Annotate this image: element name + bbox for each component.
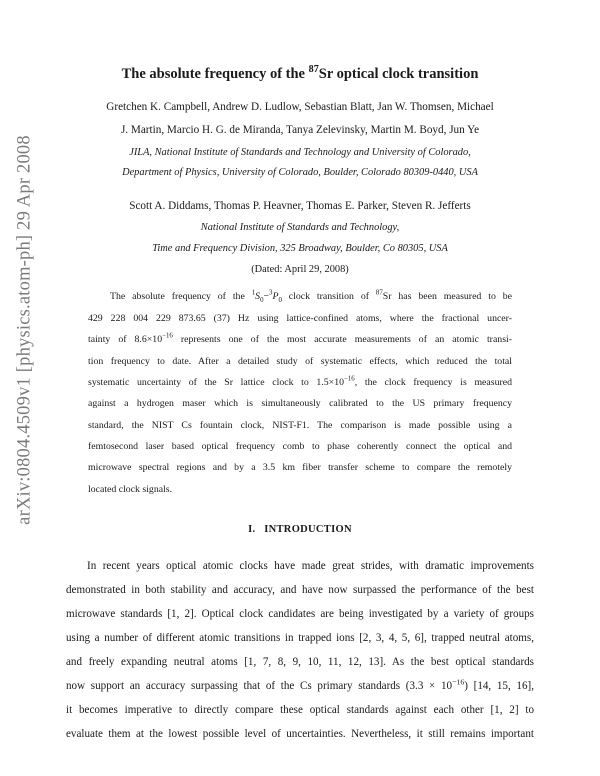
- abstract-line-9: microwave spectral regions and by a 3.5 km fiber transfer scheme to compare the remotely: [88, 462, 512, 473]
- body-line-1: In recent years optical atomic clocks have made great strides, with dramatic improvements: [87, 560, 534, 572]
- arxiv-identifier: arXiv:0804.4509v1 [physics.atom-ph] 29 Apr 2008: [14, 135, 35, 525]
- authors-line-2: J. Martin, Marcio H. G. de Miranda, Tanya Zelevinsky, Martin M. Boyd, Jun Ye: [120, 124, 480, 136]
- abstract-line-2: 429 228 004 229 873.65 (37) Hz using lattice-confined atoms, where the fractional uncer-: [88, 313, 512, 324]
- affiliation-2-line-1: National Institute of Standards and Technology,: [200, 222, 400, 233]
- section-number: I.: [248, 524, 256, 535]
- authors-line-3: Scott A. Diddams, Thomas P. Heavner, Thomas E. Parker, Steven R. Jefferts: [129, 200, 471, 212]
- abstract-line-4: tion frequency to date. After a detailed study of systematic effects, which reduced the total: [88, 356, 512, 367]
- body-line-2: demonstrated in both stability and accuracy, and have now surpassed the performance of the best: [66, 584, 534, 596]
- body-line-4: using a number of different atomic transitions in trapped ions [2, 3, 4, 5, 6], trapped neutral atoms,: [66, 632, 534, 644]
- section-title: INTRODUCTION: [264, 524, 352, 535]
- body-line-7: it becomes imperative to directly compare these optical standards against each other [1, 2] to: [66, 704, 534, 716]
- affiliation-1-line-2: Department of Physics, University of Colorado, Boulder, Colorado 80309-0440, USA: [122, 167, 478, 178]
- body-line-3: microwave standards [1, 2]. Optical clock candidates are being investigated by a variety of groups: [66, 608, 534, 620]
- title-suffix: Sr optical clock transition: [318, 66, 479, 82]
- affiliation-2-line-2: Time and Frequency Division, 325 Broadway, Boulder, Co 80305, USA: [152, 243, 448, 254]
- dated-line: (Dated: April 29, 2008): [251, 264, 349, 275]
- body-line-8: evaluate them at the lowest possible level of uncertainties. Nevertheless, it still remains important: [66, 728, 534, 740]
- body-line-6: now support an accuracy surpassing that of the Cs primary standards $(3.3 \times 10^{-16})$ [14, 15, 16],: [66, 677, 534, 692]
- paper-title: [0, 66, 600, 83]
- abstract-line-10: located clock signals.: [88, 484, 173, 495]
- body-line-5: and freely expanding neutral atoms [1, 7, 8, 9, 10, 11, 12, 13]. As the best optical standards: [66, 656, 534, 668]
- section-heading: [0, 524, 600, 535]
- authors-line-1: Gretchen K. Campbell, Andrew D. Ludlow, Sebastian Blatt, Jan W. Thomsen, Michael: [106, 101, 494, 113]
- affiliation-1-line-1: JILA, National Institute of Standards and Technology and University of Colorado,: [129, 147, 471, 158]
- abstract-line-7: standard, the NIST Cs fountain clock, NIST-F1. The comparison is made possible using a: [88, 420, 512, 431]
- title-prefix: The absolute frequency of the: [121, 66, 309, 82]
- title-isotope-mass: 87: [308, 64, 319, 76]
- abstract-line-8: femtosecond laser based optical frequency comb to phase coherently connect the optical and: [88, 441, 512, 452]
- abstract-line-3: tainty of $8.6\times 10^{-16}$ represents one of the most accurate measurements of an atomic transi-: [88, 332, 512, 345]
- abstract-line-5: systematic uncertainty of the Sr lattice clock to $1.5\times 10^{-16}$, the clock frequency is measured: [88, 375, 512, 388]
- abstract-line-1: The absolute frequency of the $^1S_0-^3P_0$ clock transition of $^{87}$Sr has been measured to be: [110, 289, 512, 304]
- abstract-line-6: against a hydrogen maser which is simultaneously calibrated to the US primary frequency: [88, 398, 512, 409]
